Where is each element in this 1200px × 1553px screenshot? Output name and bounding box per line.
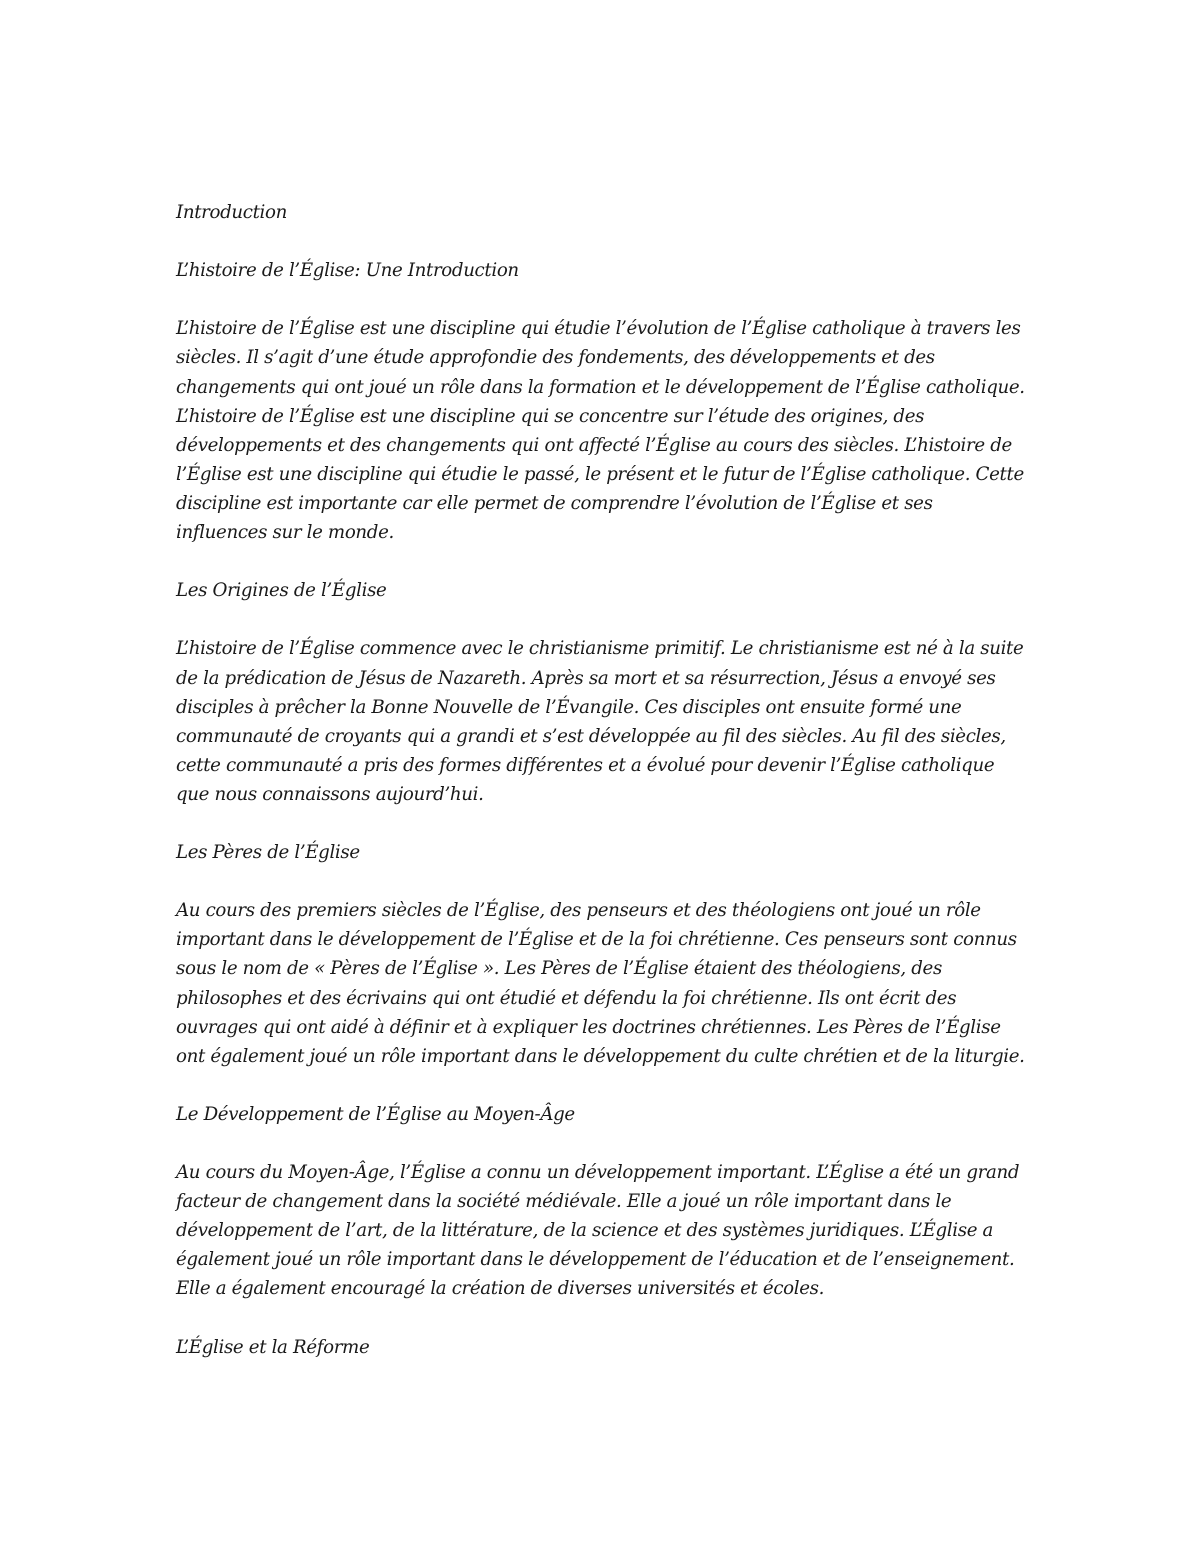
section-heading-peres: Les Pères de l’Église [176,842,360,864]
document-page [176,198,1026,1391]
intro-paragraph: L’histoire de l’Église est une discipline qui étudie l’évolution de l’Église catholique à travers les siècles. Il s’agit d’une étude approfondie des fondements, des développements et des changements qui ont joué un rôle dans la formation et le développement de l’Église catholique. L’histoire de l’Église est une discipline qui se concentre sur l’étude des origines, des développements et des changements qui ont affecté l’Église au cours des siècles. L’histoire de l’Église est une discipline qui étudie le passé, le présent et le futur de l’Église catholique. Cette discipline est importante car elle permet de comprendre l’évolution de l’Église et ses influences sur le monde. [176,318,1025,544]
intro-heading: Introduction [176,202,287,223]
section-body-peres: Au cours des premiers siècles de l’Église, des penseurs et des théologiens ont joué un rôle important dans le développement de l’Église et de la foi chrétienne. Ces penseurs sont connus sous le nom de « Pères de l’Église ». Les Pères de l’Église étaient des théologiens, des philosophes et des écrivains qui ont étudié et défendu la foi chrétienne. Ils ont écrit des ouvrages qui ont aidé à définir et à expliquer les doctrines chrétiennes. Les Pères de l’Église ont également joué un rôle important dans le développement du culte chrétien et de la liturgie. [176,900,1025,1067]
section-heading-moyen-age: Le Développement de l’Église au Moyen-Âge [176,1103,575,1125]
section-heading-reforme: L’Église et la Réforme [176,1336,370,1358]
section-body-origines: L’histoire de l’Église commence avec le christianisme primitif. Le christianisme est né à la suite de la prédication de Jésus de Nazareth. Après sa mort et sa résurrection, Jésus a envoyé ses disciples à prêcher la Bonne Nouvelle de l’Évangile. Ces disciples ont ensuite formé une communauté de croyants qui a grandi et s’est développée au fil des siècles. Au fil des siècles, cette communauté a pris des formes différentes et a évolué pour devenir l’Église catholique que nous connaissons aujourd’hui. [176,638,1024,805]
section-body-moyen-age: Au cours du Moyen-Âge, l’Église a connu un développement important. L’Église a été un grand facteur de changement dans la société médiévale. Elle a joué un rôle important dans le développement de l’art, de la littérature, de la science et des systèmes juridiques. L’Église a également joué un rôle important dans le développement de l’éducation et de l’enseignement. Elle a également encouragé la création de diverses universités et écoles. [176,1162,1020,1300]
section-heading-origines: Les Origines de l’Église [176,580,387,602]
document-title: L’histoire de l’Église: Une Introduction [176,260,519,282]
